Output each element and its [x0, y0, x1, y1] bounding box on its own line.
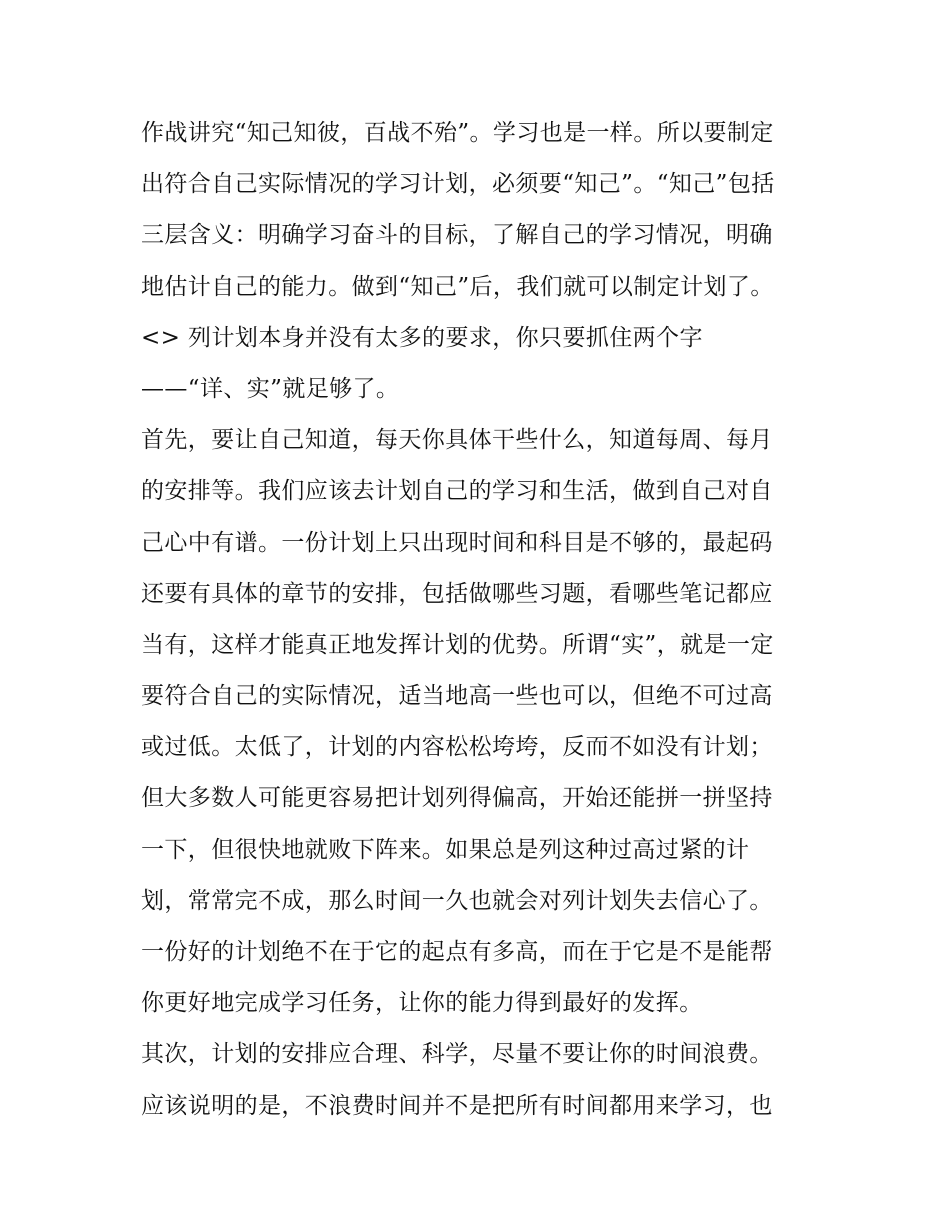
- body-text: [141, 108, 821, 1132]
- text-line: 一份好的计划绝不在于它的起点有多高，而在于它是不是能帮: [141, 939, 773, 965]
- text-line: 地估计自己的能力。做到“知己”后，我们就可以制定计划了。: [141, 273, 774, 300]
- text-line: 作战讲究“知己知彼，百战不殆”。学习也是一样。所以要制定: [141, 120, 774, 146]
- text-line: 当有，这样才能真正地发挥计划的优势。所谓“实”，就是一定: [141, 631, 774, 658]
- text-line: 但大多数人可能更容易把计划列得偏高，开始还能拼一拼坚持: [141, 785, 773, 812]
- text-line: 出符合自己实际情况的学习计划，必须要“知己”。“知己”包括: [141, 171, 775, 198]
- text-line: 划，常常完不成，那么时间一久也就会对列计划失去信心了。: [141, 887, 773, 914]
- text-line: 三层含义：明确学习奋斗的目标，了解自己的学习情况，明确: [141, 222, 773, 249]
- text-line: <> 列计划本身并没有太多的要求，你只要抓住两个字: [141, 324, 703, 351]
- text-line: 其次，计划的安排应合理、科学，尽量不要让你的时间浪费。: [141, 1041, 773, 1068]
- text-line: 或过低。太低了，计划的内容松松垮垮，反而不如没有计划；: [141, 734, 773, 761]
- text-line: 己心中有谱。一份计划上只出现时间和科目是不够的，最起码: [141, 529, 773, 556]
- text-line: 要符合自己的实际情况，适当地高一些也可以，但绝不可过高: [141, 683, 773, 710]
- text-line: 一下，但很快地就败下阵来。如果总是列这种过高过紧的计: [141, 836, 750, 863]
- text-line: 你更好地完成学习任务，让你的能力得到最好的发挥。: [141, 990, 703, 1017]
- text-line: 应该说明的是，不浪费时间并不是把所有时间都用来学习，也: [141, 1092, 773, 1119]
- text-line: 首先，要让自己知道，每天你具体干些什么，知道每周、每月: [141, 427, 773, 454]
- text-line: ——“详、实”就足够了。: [141, 375, 400, 402]
- text-line: 的安排等。我们应该去计划自己的学习和生活，做到自己对自: [141, 478, 773, 505]
- text-line: 还要有具体的章节的安排，包括做哪些习题，看哪些笔记都应: [141, 580, 773, 607]
